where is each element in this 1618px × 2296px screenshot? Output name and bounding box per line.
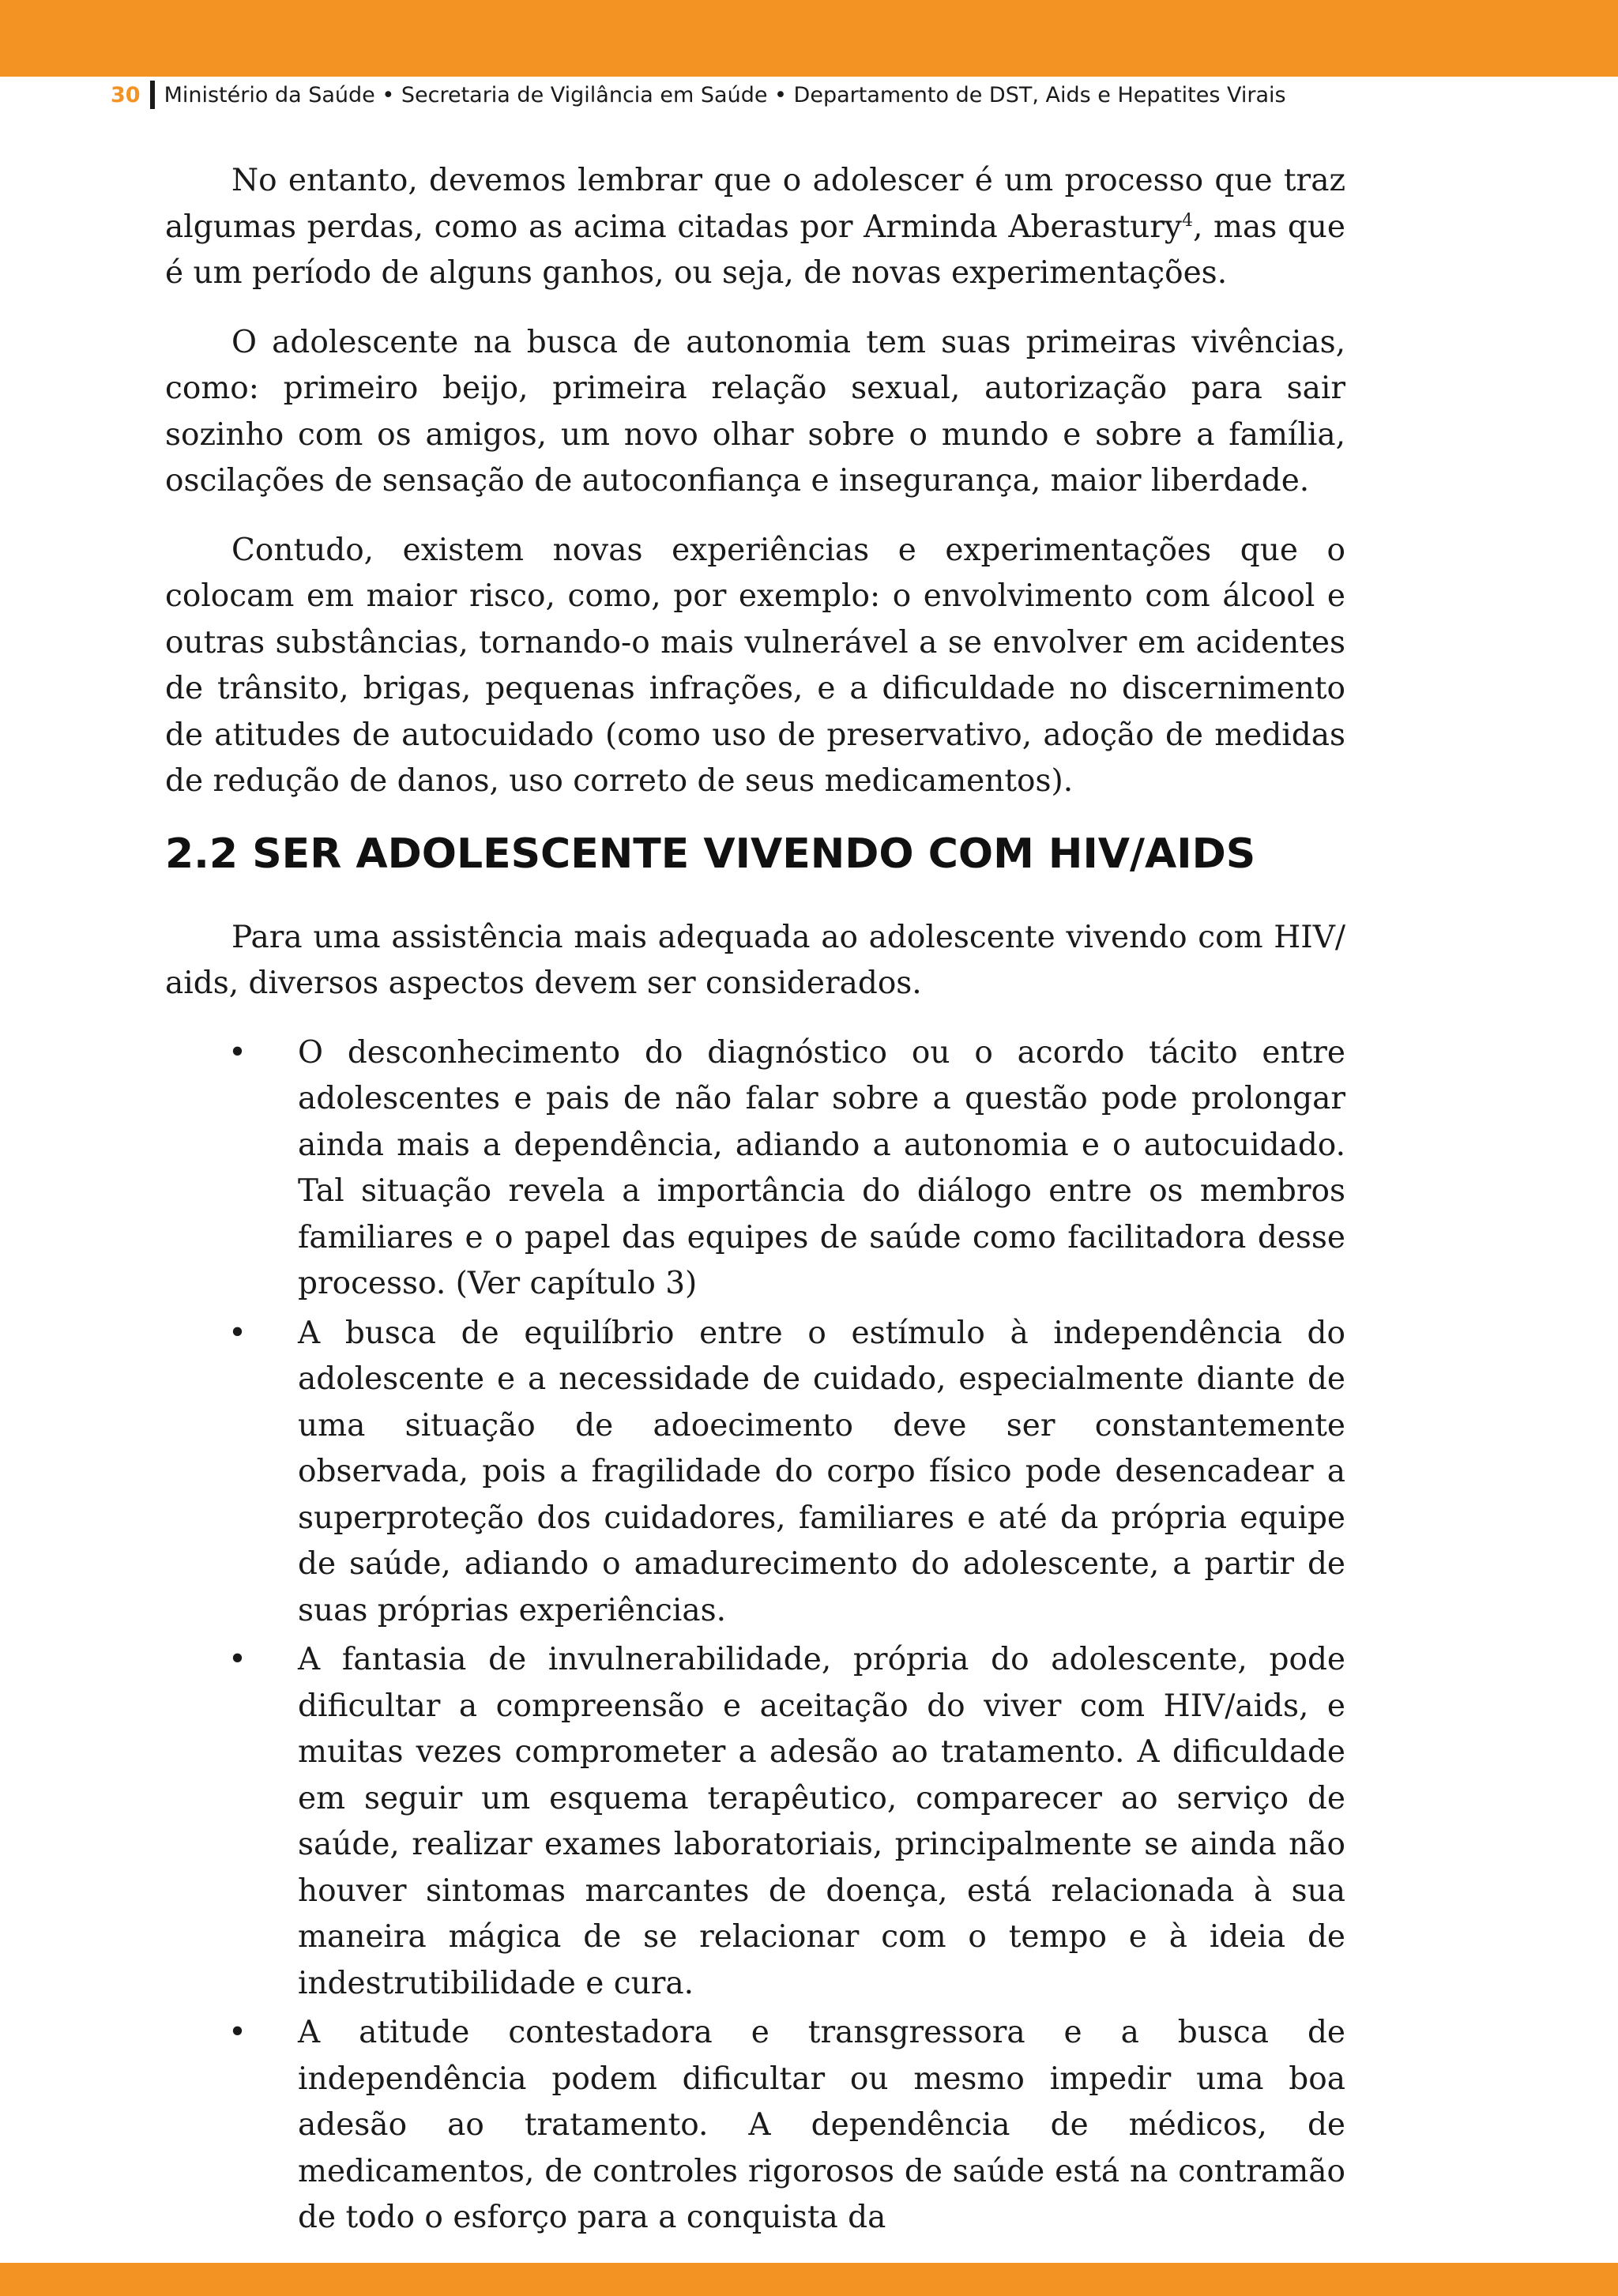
list-item-text: O desconhecimento do diagnóstico ou o acordo tácito entre adolescentes e pais de não falar sobre a questão pode prolongar ainda mais a dependência, adiando a autonomia e o autocuidado. Tal situação revela a importância do diálogo entre os membros familiares e o papel das equipes de saúde como facilitadora desse processo. (Ver capítulo 3) bbox=[298, 1034, 1345, 1301]
list-item-text: A atitude contestadora e transgressora e a busca de independência podem dificultar ou mesmo impedir uma boa adesão ao tratamento. A dependência de médicos, de medicamentos, de controles rigorosos de saúde está na contramão de todo o esforço para a conquista da bbox=[298, 2015, 1345, 2235]
header-divider bbox=[150, 81, 155, 109]
list-item-text: A fantasia de invulnerabilidade, própria do adolescente, pode dificultar a compreensão e aceitação do viver com HIV/aids, e muitas vezes comprometer a adesão ao tratamento. A dificuldade em seguir um esquema terapêutico, comparecer ao serviço de saúde, realizar exames laboratoriais, principalmente se ainda não houver sintomas marcantes de doença, está relacionada à sua maneira mágica de se relacionar com o tempo e à ideia de indestrutibilidade e cura. bbox=[298, 1642, 1345, 2001]
paragraph-2: O adolescente na busca de autonomia tem suas primeiras vivências, como: primeiro beijo, primeira relação sexual, autorização para sair sozinho com os amigos, um novo olhar sobre o mundo e sobre a família, oscilações de sensação de autoconfiança e insegurança, maior liberdade. bbox=[165, 324, 1345, 499]
list-item bbox=[165, 1311, 1345, 1635]
list-item bbox=[165, 2010, 1345, 2241]
bullet-icon: • bbox=[228, 1642, 247, 1677]
page-number: 30 bbox=[111, 82, 141, 107]
top-accent-bar bbox=[0, 0, 1618, 77]
running-title: Ministério da Saúde • Secretaria de Vigilância em Saúde • Departamento de DST, Aids e Hepatites Virais bbox=[164, 82, 1286, 107]
paragraph-1-text-b: , mas que é um período de alguns ganhos, ou seja, de novas experimentações. bbox=[165, 209, 1345, 291]
footnote-ref: 4 bbox=[1181, 210, 1193, 231]
section-heading: 2.2 SER ADOLESCENTE VIVENDO COM HIV/AIDS bbox=[165, 830, 1256, 878]
paragraph-4: Para uma assistência mais adequada ao adolescente vivendo com HIV/ aids, diversos aspectos devem ser considerados. bbox=[165, 919, 1345, 1001]
page-body bbox=[165, 158, 1345, 2245]
bullet-icon: • bbox=[228, 2015, 247, 2050]
paragraph-1 bbox=[165, 158, 1345, 297]
list-item bbox=[165, 1030, 1345, 1308]
list-item-text: A busca de equilíbrio entre o estímulo à independência do adolescente e a necessidade de cuidado, especialmente diante de uma situação de adoecimento deve ser constantemente observada, pois a fragilidade do corpo físico pode desencadear a superproteção dos cuidadores, familiares e até da própria equipe de saúde, adiando o amadurecimento do adolescente, a partir de suas próprias experiências. bbox=[298, 1315, 1345, 1628]
paragraph-3: Contudo, existem novas experiências e experimentações que o colocam em maior risco, como, por exemplo: o envolvimento com álcool e outras substâncias, tornando-o mais vulnerável a se envolver em acidentes de trânsito, brigas, pequenas infrações, e a dificuldade no discernimento de atitudes de autocuidado (como uso de preservativo, adoção de medidas de redução de danos, uso correto de seus medicamentos). bbox=[165, 532, 1345, 799]
bullet-list bbox=[165, 1030, 1345, 2241]
bullet-icon: • bbox=[228, 1034, 247, 1071]
list-item bbox=[165, 1637, 1345, 2007]
bullet-icon: • bbox=[228, 1315, 247, 1351]
running-header bbox=[111, 81, 1286, 109]
bottom-accent-bar bbox=[0, 2263, 1618, 2296]
paragraph-1-text-a: No entanto, devemos lembrar que o adolescer é um processo que traz algumas perdas, como as acima citadas por Arminda Aberastury bbox=[165, 163, 1345, 245]
